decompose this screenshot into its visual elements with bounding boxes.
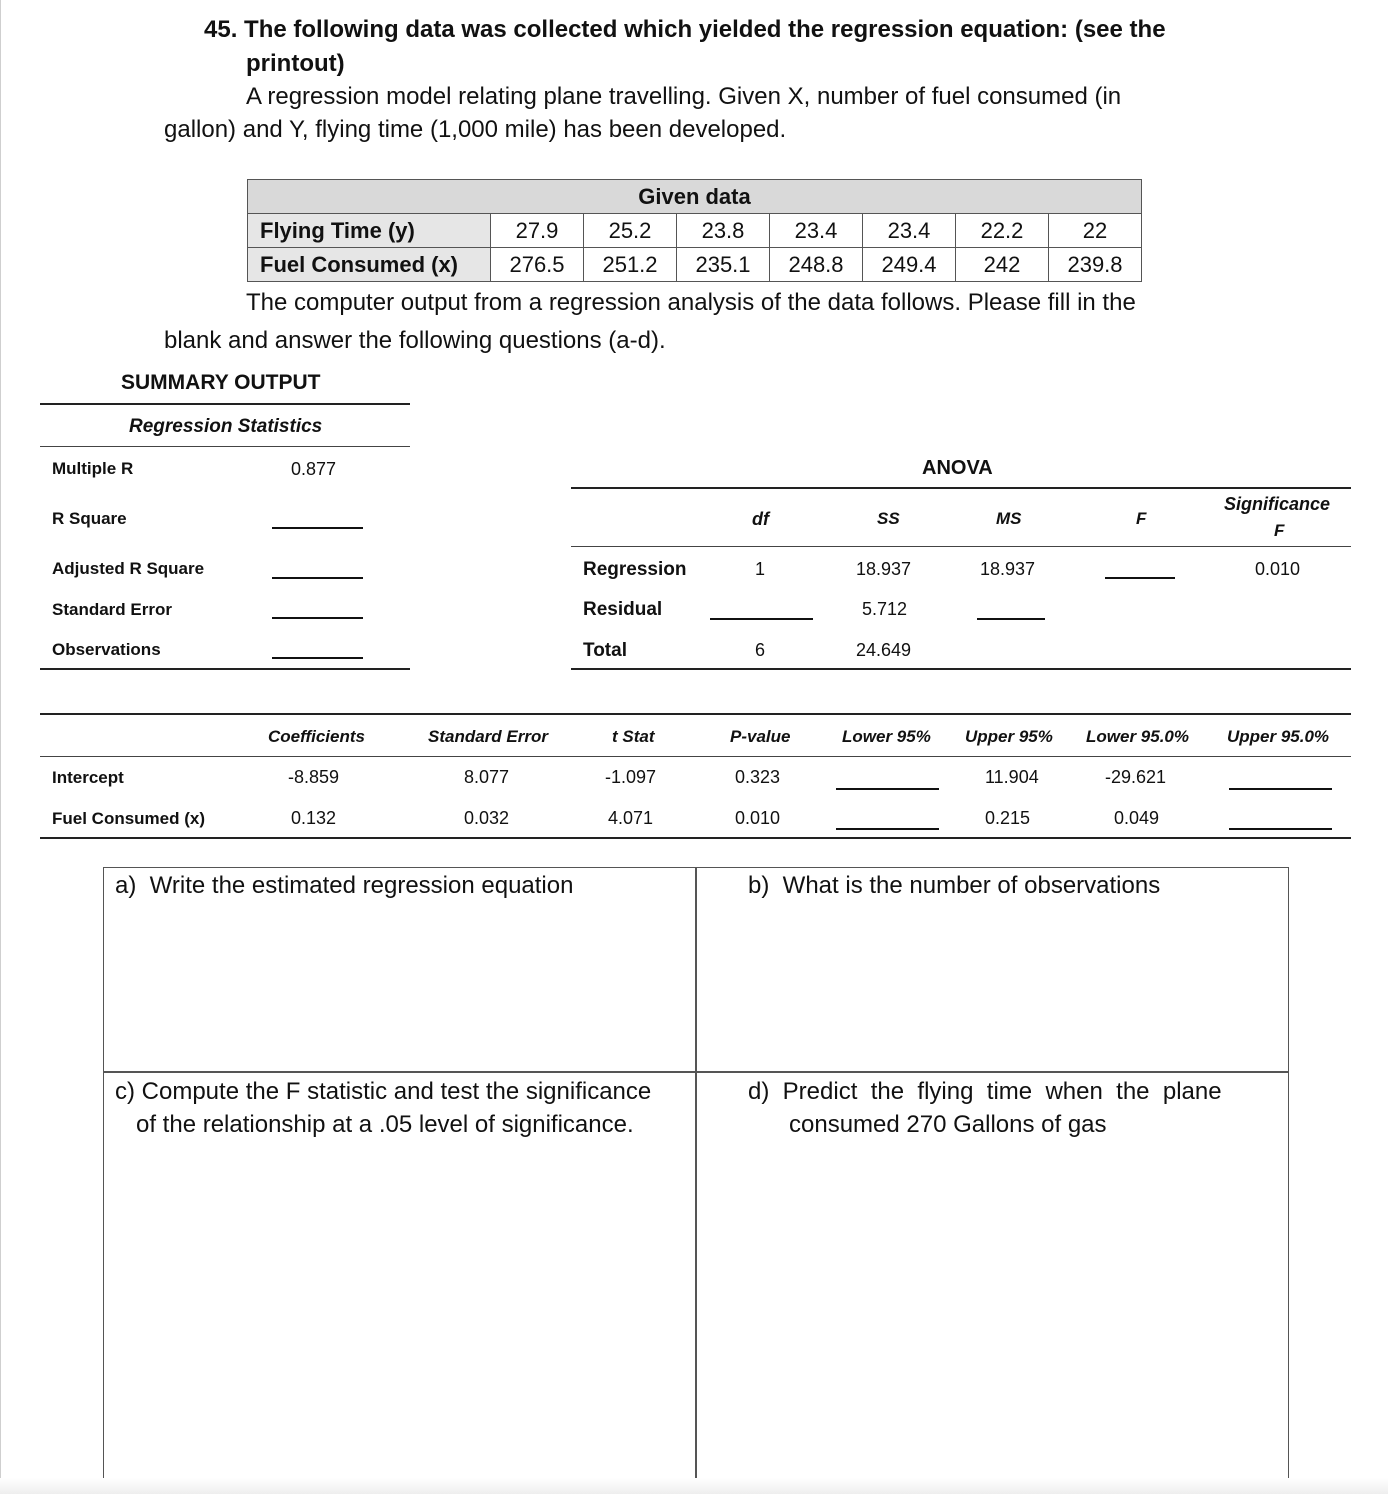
- coef-col-standard-error: Standard Error: [428, 727, 548, 746]
- multiple-r-label: Multiple R: [52, 459, 134, 478]
- fuel-se: 0.032: [464, 808, 510, 828]
- anova-col-significance-f: F: [1274, 521, 1285, 540]
- fuel-upper95: 0.215: [985, 808, 1031, 828]
- question-title-cont: printout): [246, 50, 345, 77]
- coef-col-upper-950: Upper 95.0%: [1227, 727, 1330, 746]
- anova-title: ANOVA: [922, 457, 993, 479]
- anova-regression-significance: 0.010: [1255, 559, 1301, 579]
- anova-rule-bottom: [571, 668, 1351, 670]
- x-value: 276.5: [491, 248, 584, 282]
- anova-residual-df-blank[interactable]: [710, 618, 813, 620]
- anova-col-ss: SS: [877, 509, 900, 528]
- fuel-p-value: 0.010: [735, 808, 781, 828]
- multiple-r-value: 0.877: [291, 459, 337, 479]
- coef-rule-top: [40, 713, 1351, 715]
- x-value: 248.8: [770, 248, 863, 282]
- flying-time-row: [248, 214, 1142, 248]
- reg-stats-rule: [40, 446, 410, 447]
- fuel-consumed-row: [248, 248, 1142, 282]
- x-value: 235.1: [677, 248, 770, 282]
- x-value: 251.2: [584, 248, 677, 282]
- y-value: 23.8: [677, 214, 770, 248]
- anova-total-ss: 24.649: [856, 640, 912, 660]
- question-title: 45. The following data was collected which yielded the regression equation: (see the: [204, 16, 1166, 43]
- question-c-line1: c) Compute the F statistic and test the significance: [115, 1078, 652, 1105]
- instructions-line2: blank and answer the following questions (a-d).: [164, 327, 666, 354]
- y-value: 23.4: [770, 214, 863, 248]
- coef-col-lower-95: Lower 95%: [842, 727, 931, 746]
- x-value: 242: [956, 248, 1049, 282]
- x-value: 249.4: [863, 248, 956, 282]
- anova-total-label: Total: [583, 640, 627, 661]
- adjusted-r-square-label: Adjusted R Square: [52, 559, 205, 578]
- intercept-coef: -8.859: [288, 767, 340, 787]
- anova-residual-label: Residual: [583, 599, 663, 620]
- anova-regression-label: Regression: [583, 559, 687, 580]
- fuel-lower95-blank[interactable]: [836, 828, 939, 830]
- r-square-blank[interactable]: [272, 527, 363, 529]
- fuel-lower950: 0.049: [1114, 808, 1160, 828]
- flying-time-label: Flying Time (y): [248, 214, 491, 248]
- coef-col-p-value: P-value: [730, 727, 791, 746]
- coef-rule-bottom: [40, 837, 1351, 839]
- question-d-line2: consumed 270 Gallons of gas: [789, 1111, 1107, 1138]
- question-b: b) What is the number of observations: [748, 872, 1161, 899]
- fuel-consumed-label: Fuel Consumed (x): [248, 248, 491, 282]
- question-d-line1: d) Predict the flying time when the plane: [748, 1078, 1222, 1105]
- x-value: 239.8: [1049, 248, 1142, 282]
- anova-col-f: F: [1136, 509, 1147, 528]
- intercept-upper95: 11.904: [985, 767, 1039, 787]
- intercept-se: 8.077: [464, 767, 510, 787]
- fuel-t-stat: 4.071: [608, 808, 654, 828]
- question-desc-line1: A regression model relating plane travelling. Given X, number of fuel consumed (in: [246, 83, 1122, 110]
- anova-regression-df: 1: [755, 559, 766, 579]
- anova-header-rule: [571, 546, 1351, 547]
- page-left-border: [0, 0, 1, 1494]
- question-desc-line2: gallon) and Y, flying time (1,000 mile) has been developed.: [164, 116, 787, 143]
- given-data-header: Given data: [248, 180, 1142, 214]
- instructions-line1: The computer output from a regression analysis of the data follows. Please fill in the: [246, 289, 1136, 316]
- r-square-label: R Square: [52, 509, 127, 528]
- coef-header-rule: [40, 756, 1351, 757]
- anova-regression-ms: 18.937: [980, 559, 1036, 579]
- given-data-table: [247, 179, 1142, 282]
- anova-regression-ss: 18.937: [856, 559, 912, 579]
- y-value: 23.4: [863, 214, 956, 248]
- fuel-upper950-blank[interactable]: [1229, 828, 1332, 830]
- standard-error-blank[interactable]: [272, 617, 363, 619]
- summary-rule-top: [40, 403, 410, 405]
- observations-blank[interactable]: [272, 657, 363, 659]
- y-value: 22: [1049, 214, 1142, 248]
- adjusted-r-square-blank[interactable]: [272, 577, 363, 579]
- intercept-label: Intercept: [52, 768, 124, 787]
- intercept-t-stat: -1.097: [605, 767, 657, 787]
- anova-col-ms: MS: [996, 509, 1022, 528]
- intercept-lower95-blank[interactable]: [836, 788, 939, 790]
- intercept-upper950-blank[interactable]: [1229, 788, 1332, 790]
- coef-col-lower-950: Lower 95.0%: [1086, 727, 1189, 746]
- reg-stats-rule-bottom: [40, 668, 410, 670]
- intercept-p-value: 0.323: [735, 767, 781, 787]
- page-bottom-shadow: [0, 1478, 1388, 1494]
- anova-col-significance: Significance: [1224, 494, 1331, 514]
- anova-regression-f-blank[interactable]: [1105, 577, 1175, 579]
- y-value: 22.2: [956, 214, 1049, 248]
- coef-col-upper-95: Upper 95%: [965, 727, 1053, 746]
- summary-output-title: SUMMARY OUTPUT: [121, 371, 321, 394]
- anova-col-df: df: [752, 509, 769, 529]
- coef-col-t-stat: t Stat: [612, 727, 655, 746]
- anova-residual-ms-blank[interactable]: [977, 618, 1045, 620]
- anova-rule-top: [571, 487, 1351, 489]
- question-c-line2: of the relationship at a .05 level of significance.: [136, 1111, 634, 1138]
- anova-residual-ss: 5.712: [862, 599, 908, 619]
- standard-error-label: Standard Error: [52, 600, 172, 619]
- y-value: 25.2: [584, 214, 677, 248]
- fuel-consumed-coef-label: Fuel Consumed (x): [52, 809, 206, 828]
- intercept-lower950: -29.621: [1105, 767, 1167, 787]
- y-value: 27.9: [491, 214, 584, 248]
- question-a: a) Write the estimated regression equation: [115, 872, 574, 899]
- coef-col-coefficients: Coefficients: [268, 727, 365, 746]
- observations-label: Observations: [52, 640, 161, 659]
- regression-statistics-title: Regression Statistics: [129, 416, 323, 437]
- anova-total-df: 6: [755, 640, 766, 660]
- fuel-coef: 0.132: [291, 808, 337, 828]
